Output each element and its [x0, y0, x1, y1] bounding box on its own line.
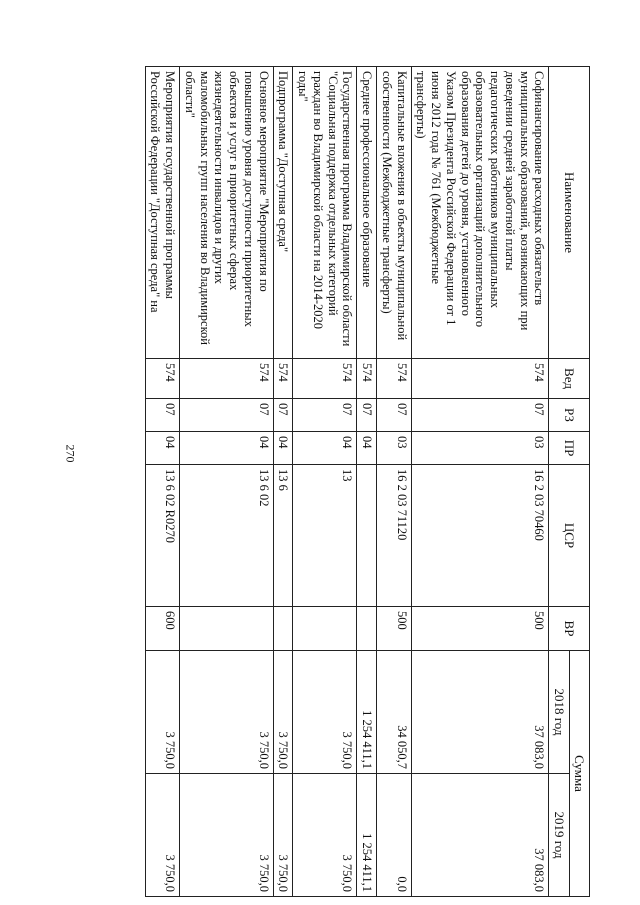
- cell-pr: 03: [377, 432, 412, 465]
- header-vr: ВР: [549, 607, 590, 651]
- cell-amount-2018: 37 083,0: [411, 651, 549, 774]
- budget-table: [145, 66, 590, 897]
- cell-rz: 07: [273, 399, 293, 432]
- header-name: Наименование: [549, 67, 590, 359]
- cell-rz: 07: [145, 399, 180, 432]
- header-row-1: [569, 67, 589, 897]
- cell-name: Среднее профессиональное образование: [357, 67, 377, 359]
- cell-amount-2019: 3 750,0: [273, 774, 293, 897]
- cell-csr: 13 6 02: [180, 465, 274, 607]
- cell-vr: [273, 607, 293, 651]
- cell-vr: 600: [145, 607, 180, 651]
- table-row: [293, 67, 357, 897]
- cell-rz: 07: [377, 399, 412, 432]
- cell-ved: 574: [293, 359, 357, 399]
- header-sum: Сумма: [569, 651, 589, 897]
- cell-amount-2018: 1 254 411,1: [357, 651, 377, 774]
- cell-ved: 574: [145, 359, 180, 399]
- table-row: [411, 67, 549, 897]
- cell-name: Государственная программа Владимирской области "Социальная поддержка отдельных категорий граждан во Владимирской области на 2014-2020 годы": [293, 67, 357, 359]
- cell-pr: 04: [357, 432, 377, 465]
- cell-pr: 04: [293, 432, 357, 465]
- cell-amount-2018: 3 750,0: [293, 651, 357, 774]
- cell-amount-2019: 3 750,0: [180, 774, 274, 897]
- cell-csr: 13 6: [273, 465, 293, 607]
- table-row: [377, 67, 412, 897]
- table-row: [273, 67, 293, 897]
- cell-vr: [180, 607, 274, 651]
- cell-ved: 574: [377, 359, 412, 399]
- cell-name: Софинансирование расходных обязательств муниципальных образований, возникающих при доведении средней заработной платы педагогических работников муниципальных образовательных организаций дополнительного образования детей до уровня, установленного Указом Президента Российской Федерации от 1 июня 2012 года № 761 (Межбюджетные трансферты): [411, 67, 549, 359]
- header-year-2019: 2019 год: [549, 774, 569, 897]
- cell-amount-2019: 0,0: [377, 774, 412, 897]
- cell-ved: 574: [357, 359, 377, 399]
- header-csr: ЦСР: [549, 465, 590, 607]
- cell-amount-2019: 3 750,0: [293, 774, 357, 897]
- cell-amount-2018: 3 750,0: [273, 651, 293, 774]
- cell-ved: 574: [411, 359, 549, 399]
- cell-rz: 07: [357, 399, 377, 432]
- cell-vr: [293, 607, 357, 651]
- cell-pr: 03: [411, 432, 549, 465]
- rotated-table-container: [150, 66, 590, 896]
- table-row: [180, 67, 274, 897]
- cell-rz: 07: [411, 399, 549, 432]
- cell-amount-2018: 34 050,7: [377, 651, 412, 774]
- cell-vr: 500: [377, 607, 412, 651]
- header-ved: Вед: [549, 359, 590, 399]
- cell-pr: 04: [273, 432, 293, 465]
- cell-amount-2018: 3 750,0: [145, 651, 180, 774]
- cell-amount-2019: 1 254 411,1: [357, 774, 377, 897]
- cell-amount-2019: 3 750,0: [145, 774, 180, 897]
- cell-pr: 04: [180, 432, 274, 465]
- cell-name: Основное мероприятие "Мероприятия по повышению уровня доступности приоритетных объектов и услуг в приоритетных сферах жизнедеятельности инвалидов и других маломобильных групп населения во Владимирской области": [180, 67, 274, 359]
- cell-csr: 13 6 02 R0270: [145, 465, 180, 607]
- header-pr: ПР: [549, 432, 590, 465]
- cell-vr: [357, 607, 377, 651]
- table-body: [145, 67, 549, 897]
- cell-rz: 07: [293, 399, 357, 432]
- cell-name: Мероприятия государственной программы Российской Федерации "Доступная среда" на: [145, 67, 180, 359]
- cell-amount-2019: 37 083,0: [411, 774, 549, 897]
- cell-csr: 13: [293, 465, 357, 607]
- cell-pr: 04: [145, 432, 180, 465]
- cell-amount-2018: 3 750,0: [180, 651, 274, 774]
- cell-csr: 16 2 03 70460: [411, 465, 549, 607]
- header-year-2018: 2018 год: [549, 651, 569, 774]
- cell-name: Капитальные вложения в объекты муниципальной собственности (Межбюджетные трансферты): [377, 67, 412, 359]
- cell-ved: 574: [273, 359, 293, 399]
- cell-name: Подпрограмма "Доступная среда": [273, 67, 293, 359]
- cell-ved: 574: [180, 359, 274, 399]
- table-row: [357, 67, 377, 897]
- page-number: 270: [63, 444, 78, 463]
- table-row: [145, 67, 180, 897]
- cell-vr: 500: [411, 607, 549, 651]
- cell-csr: [357, 465, 377, 607]
- cell-csr: 16 2 03 71120: [377, 465, 412, 607]
- cell-rz: 07: [180, 399, 274, 432]
- header-rz: РЗ: [549, 399, 590, 432]
